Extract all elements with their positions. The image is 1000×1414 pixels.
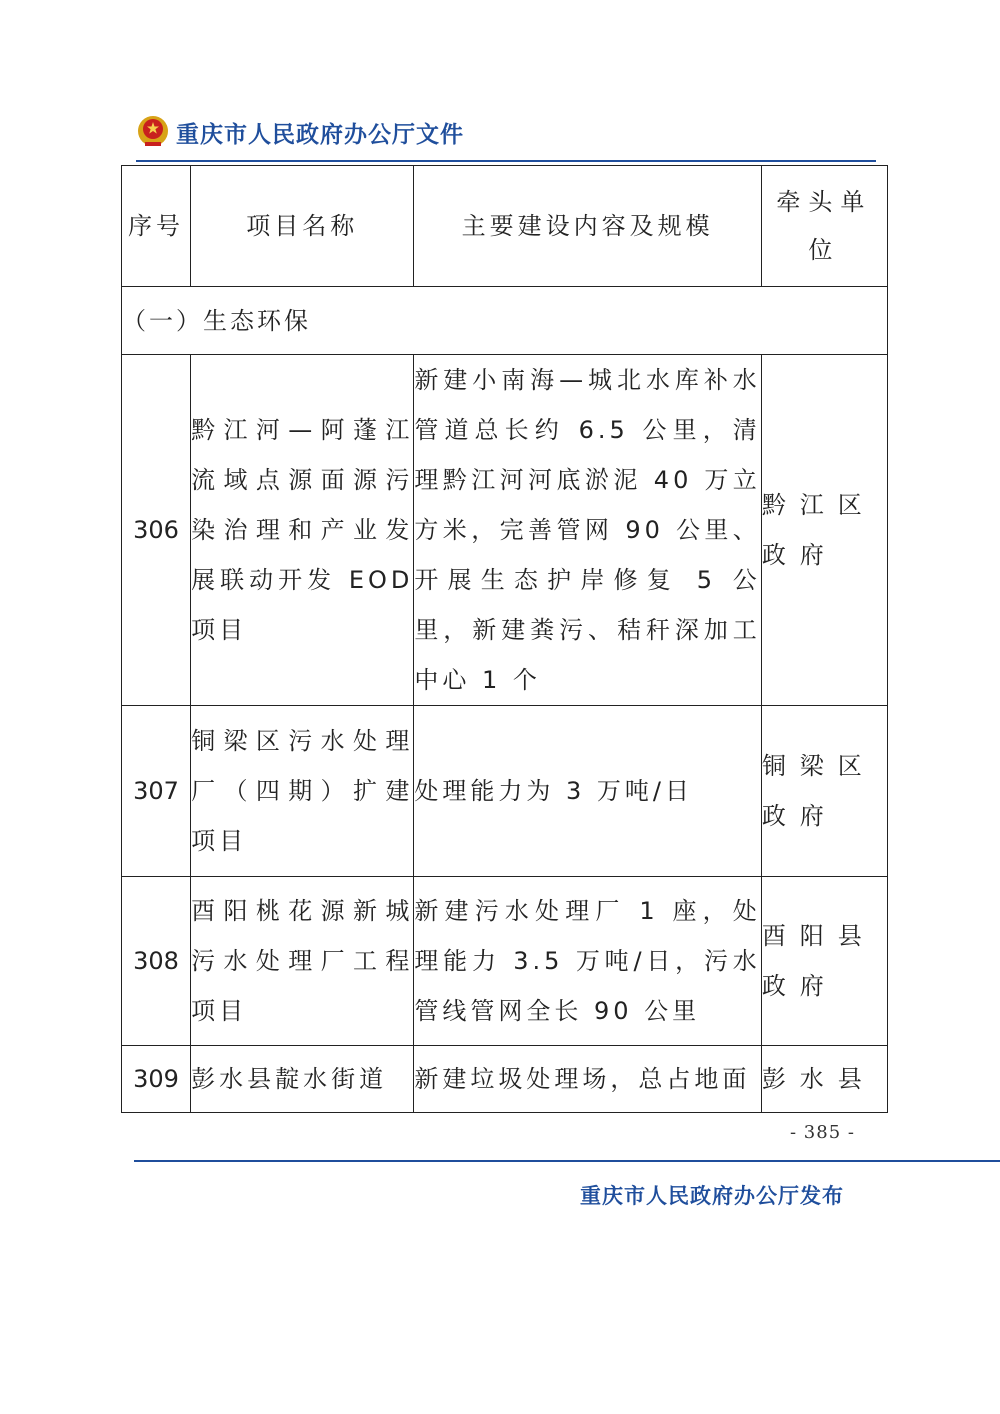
row-number: 308 [122,877,191,1046]
section-label: （一）生态环保 [122,287,888,355]
project-content: 新建污水处理厂 1 座，处理能力 3.5 万吨/日，污水管线管网全长 90 公里 [414,877,761,1046]
project-name: 铜梁区污水处理厂（四期）扩建项目 [191,706,414,877]
table-row [122,355,888,706]
footer-publisher: 重庆市人民政府办公厅发布 [580,1184,844,1208]
row-number: 307 [122,706,191,877]
header-divider [136,160,876,162]
national-emblem-icon [136,115,170,149]
lead-unit: 黔江区政府 [761,355,887,706]
row-number: 306 [122,355,191,706]
document-header [136,110,464,154]
lead-unit: 彭水县 [761,1046,887,1113]
column-header-content: 主要建设内容及规模 [414,166,761,287]
project-content: 新建小南海—城北水库补水管道总长约 6.5 公里，清理黔江河河底淤泥 40 万立方米，完善管网 90 公里、开展生态护岸修复 5 公里，新建粪污、秸秆深加工中心 1 个 [414,355,761,706]
footer-divider [134,1160,1000,1162]
table-row [122,1046,888,1113]
table-header-row [122,166,888,287]
table-row [122,706,888,877]
project-name: 彭水县靛水街道 [191,1046,414,1113]
project-content: 处理能力为 3 万吨/日 [414,706,761,877]
lead-unit: 酉阳县政府 [761,877,887,1046]
header-title: 重庆市人民政府办公厅文件 [176,121,464,148]
project-name: 酉阳桃花源新城污水处理厂工程项目 [191,877,414,1046]
page-number: - 385 - [790,1122,855,1143]
table-row [122,877,888,1046]
column-header-name: 项目名称 [191,166,414,287]
project-name: 黔江河—阿蓬江流域点源面源污染治理和产业发展联动开发 EOD 项目 [191,355,414,706]
section-row [122,287,888,355]
lead-unit: 铜梁区政府 [761,706,887,877]
projects-table [121,165,888,1113]
row-number: 309 [122,1046,191,1113]
project-content: 新建垃圾处理场，总占地面 [414,1046,761,1113]
column-header-lead: 牵头单位 [761,166,887,287]
column-header-no: 序号 [122,166,191,287]
